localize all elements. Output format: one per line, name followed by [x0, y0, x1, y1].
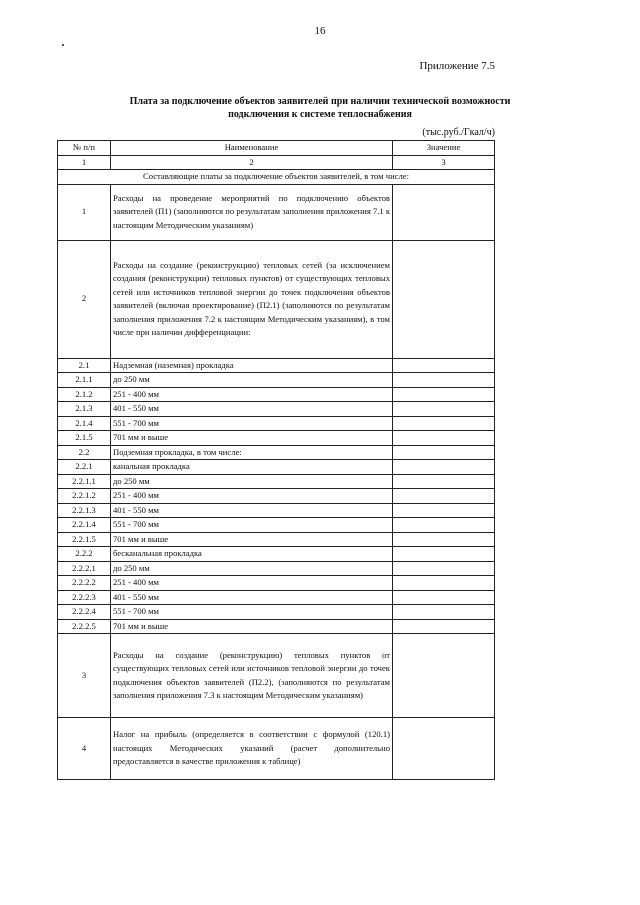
table-row	[58, 503, 495, 518]
table-row	[58, 387, 495, 402]
row-value	[393, 503, 495, 518]
title-line-1: Плата за подключение объектов заявителей при наличии технической возможности	[129, 96, 511, 107]
row-name: бесканальная прокладка	[111, 547, 393, 562]
row-number: 2.1.5	[58, 431, 111, 446]
row-number: 2.2.2.5	[58, 619, 111, 634]
col-number-1: 1	[58, 155, 111, 170]
row-value	[393, 358, 495, 373]
row-value	[393, 547, 495, 562]
page-number: 16	[314, 25, 326, 37]
scan-speck	[62, 44, 64, 46]
row-value	[393, 387, 495, 402]
row-value	[393, 184, 495, 240]
appendix-label: Приложение 7.5	[419, 60, 495, 72]
row-number: 4	[58, 718, 111, 780]
row-name: 551 - 700 мм	[111, 518, 393, 533]
table-row	[58, 402, 495, 417]
table-row	[58, 474, 495, 489]
row-name: до 250 мм	[111, 373, 393, 388]
table-row	[58, 489, 495, 504]
fee-table	[57, 140, 495, 780]
col-number-2: 2	[111, 155, 393, 170]
table-row	[58, 634, 495, 718]
table-row	[58, 590, 495, 605]
row-value	[393, 561, 495, 576]
row-number: 2.2.2	[58, 547, 111, 562]
row-name: 401 - 550 мм	[111, 590, 393, 605]
row-value	[393, 474, 495, 489]
header-value: Значение	[393, 141, 495, 156]
row-name: до 250 мм	[111, 561, 393, 576]
table-row	[58, 445, 495, 460]
header-row	[58, 141, 495, 156]
row-number: 2.1	[58, 358, 111, 373]
table-row	[58, 460, 495, 475]
row-value	[393, 240, 495, 358]
table-row	[58, 184, 495, 240]
row-number: 2.2.1.4	[58, 518, 111, 533]
table-row	[58, 561, 495, 576]
row-value	[393, 416, 495, 431]
section-label: Составляющие платы за подключение объектов заявителей, в том числе:	[58, 170, 495, 185]
row-value	[393, 619, 495, 634]
table-row	[58, 547, 495, 562]
row-name: 401 - 550 мм	[111, 503, 393, 518]
row-name: 251 - 400 мм	[111, 489, 393, 504]
row-value	[393, 489, 495, 504]
row-name: Подземная прокладка, в том числе:	[111, 445, 393, 460]
row-name: 551 - 700 мм	[111, 605, 393, 620]
row-value	[393, 445, 495, 460]
header-name: Наименование	[111, 141, 393, 156]
row-value	[393, 518, 495, 533]
table-row	[58, 518, 495, 533]
row-number: 2.2.1.5	[58, 532, 111, 547]
table-row	[58, 576, 495, 591]
row-name: канальная прокладка	[111, 460, 393, 475]
row-number: 3	[58, 634, 111, 718]
row-value	[393, 532, 495, 547]
row-value	[393, 576, 495, 591]
row-number: 2.2.2.1	[58, 561, 111, 576]
row-name: 701 мм и выше	[111, 619, 393, 634]
row-number: 1	[58, 184, 111, 240]
row-number: 2.2.2.4	[58, 605, 111, 620]
units-label: (тыс.руб./Гкал/ч)	[422, 127, 495, 138]
row-number: 2.2.2.3	[58, 590, 111, 605]
row-value	[393, 634, 495, 718]
row-number: 2.2.1.1	[58, 474, 111, 489]
table-row	[58, 240, 495, 358]
row-value	[393, 718, 495, 780]
row-name: 251 - 400 мм	[111, 576, 393, 591]
row-value	[393, 431, 495, 446]
row-name: до 250 мм	[111, 474, 393, 489]
title-line-2: подключения к системе теплоснабжения	[228, 109, 412, 120]
row-number: 2.1.2	[58, 387, 111, 402]
table-row	[58, 718, 495, 780]
row-number: 2.1.1	[58, 373, 111, 388]
row-name: 251 - 400 мм	[111, 387, 393, 402]
row-number: 2.1.4	[58, 416, 111, 431]
table-row	[58, 605, 495, 620]
row-number: 2.1.3	[58, 402, 111, 417]
row-name: 701 мм и выше	[111, 431, 393, 446]
row-number: 2.2.1.3	[58, 503, 111, 518]
document-title	[50, 95, 590, 121]
row-value	[393, 590, 495, 605]
row-name: 551 - 700 мм	[111, 416, 393, 431]
row-value	[393, 460, 495, 475]
table-row	[58, 358, 495, 373]
table-row	[58, 431, 495, 446]
table-row	[58, 373, 495, 388]
column-number-row	[58, 155, 495, 170]
table-row	[58, 416, 495, 431]
table-row	[58, 532, 495, 547]
header-num: № п/п	[58, 141, 111, 156]
row-name: Расходы на проведение мероприятий по подключению объектов заявителей (П1) (заполняются по результатам заполнения приложения 7.1 к настоящим Методическим указаниям)	[111, 184, 393, 240]
row-number: 2.2.1.2	[58, 489, 111, 504]
row-value	[393, 605, 495, 620]
row-number: 2	[58, 240, 111, 358]
row-name: Надземная (наземная) прокладка	[111, 358, 393, 373]
col-number-3: 3	[393, 155, 495, 170]
row-number: 2.2.1	[58, 460, 111, 475]
row-value	[393, 373, 495, 388]
row-name: Расходы на создание (реконструкцию) тепловых сетей (за исключением создания (реконструкции) тепловых пунктов) от существующих тепловых сетей или источников тепловой энергии до точек подключения объектов заявителей (включая проектирование) (П2.1) (заполняются по результатам заполнения приложения 7.2 к настоящим Методическим указаниям), в том числе при наличии дифференциации:	[111, 240, 393, 358]
row-name: Налог на прибыль (определяется в соответствии с формулой (120.1) настоящих Методических указаний (расчет дополнительно предоставляется в качестве приложения к таблице)	[111, 718, 393, 780]
section-row	[58, 170, 495, 185]
row-name: 401 - 550 мм	[111, 402, 393, 417]
row-value	[393, 402, 495, 417]
row-name: 701 мм и выше	[111, 532, 393, 547]
row-name: Расходы на создание (реконструкцию) тепловых пунктов от существующих тепловых сетей или источников тепловой энергии до точек подключения объектов заявителей (П2.2), (заполняются по результатам заполнения приложения 7.3 к настоящим Методическим указаниям)	[111, 634, 393, 718]
row-number: 2.2	[58, 445, 111, 460]
table-row	[58, 619, 495, 634]
row-number: 2.2.2.2	[58, 576, 111, 591]
